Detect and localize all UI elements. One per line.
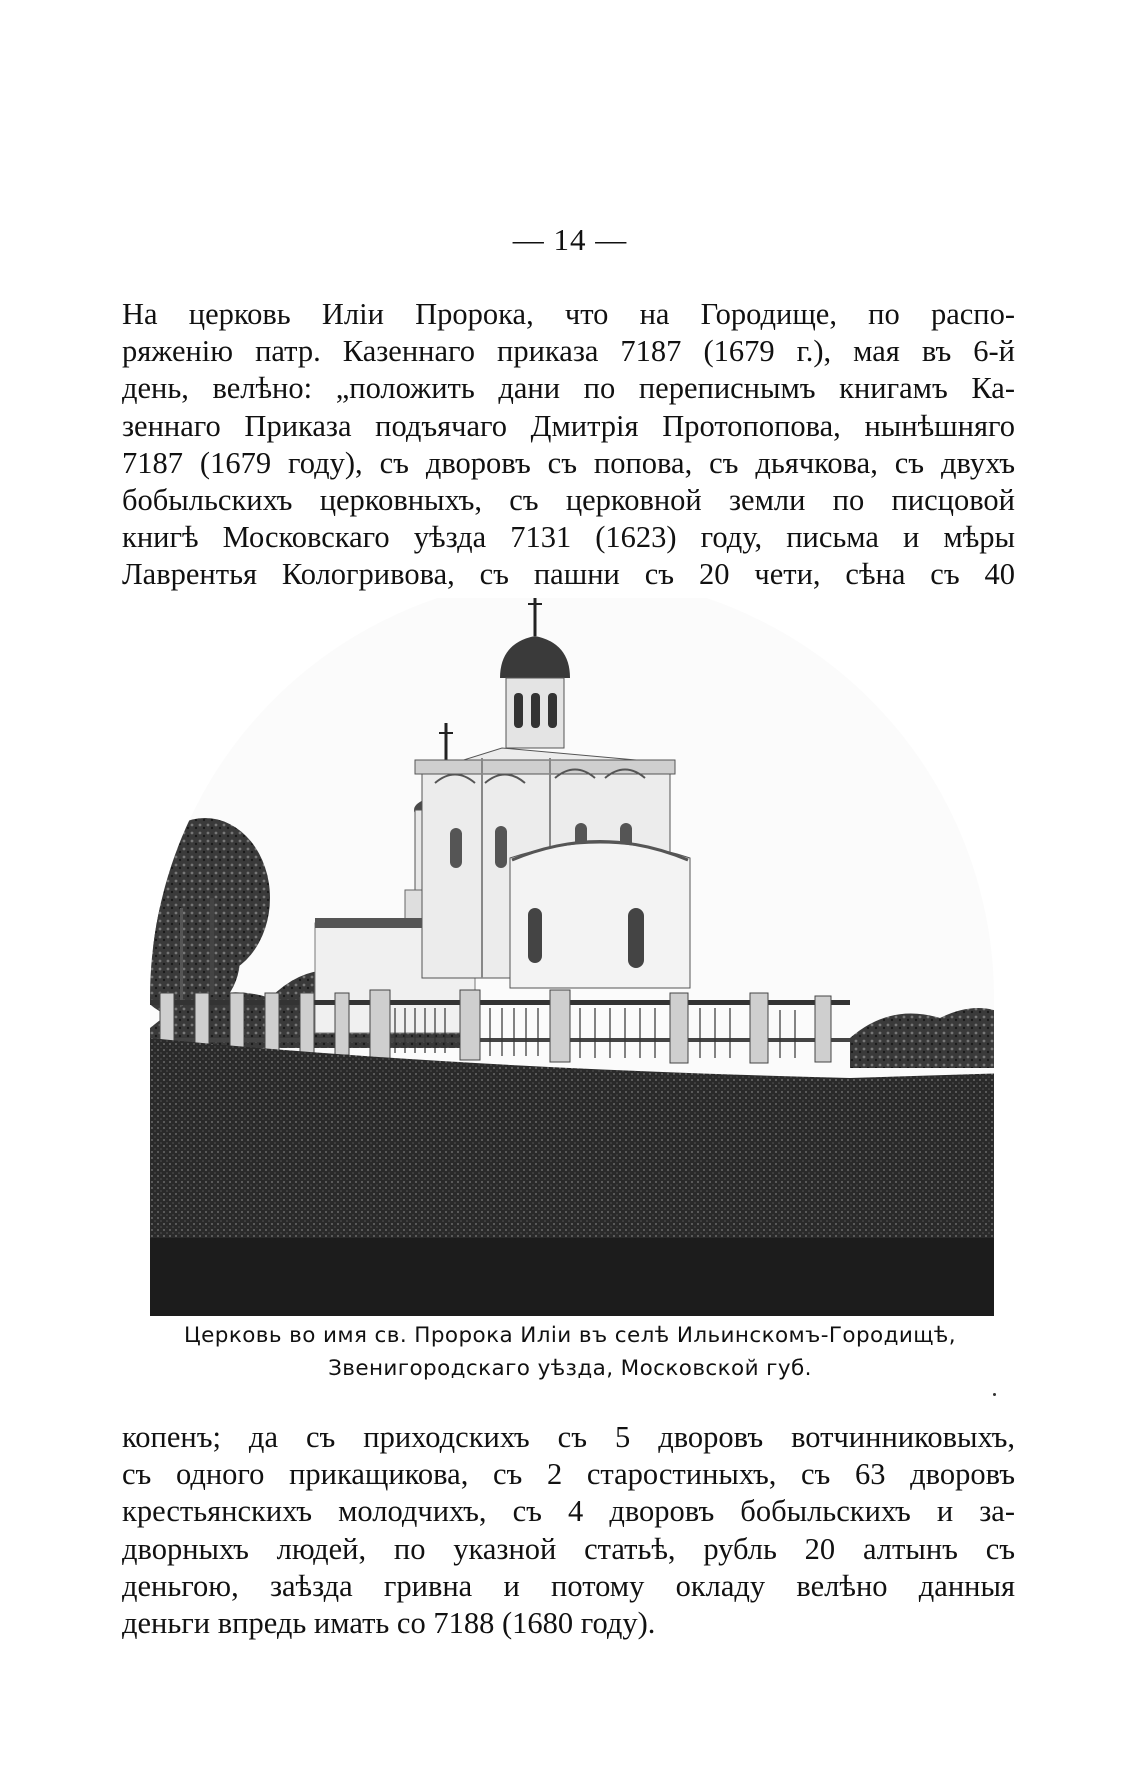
text-line: деньги впредь имать со 7188 (1680 году). [122, 1605, 656, 1640]
caption-line-1: Церковь во имя св. Пророка Иліи въ селѣ Ильинскомъ-Городищѣ, [184, 1323, 956, 1348]
text-line: зеннаго Приказа подъячаго Дмитрія Протопопова, нынѣшняго [122, 408, 1015, 443]
text-line: съ одного прикащикова, съ 2 старостиныхъ, съ 63 дворовъ [122, 1457, 1015, 1492]
text-line: книгѣ Московскаго уѣзда 7131 (1623) году, письма и мѣры [122, 520, 1015, 555]
text-line: 7187 (1679 году), съ дворовъ съ попова, съ дьячкова, съ двухъ [122, 445, 1015, 480]
caption-line-2: Звенигородскаго уѣзда, Московской губ. [328, 1356, 812, 1381]
text-line: дворныхъ людей, по указной статьѣ, рубль 20 алтынъ съ [122, 1531, 1015, 1566]
text-line: копенъ; да съ приходскихъ съ 5 дворовъ вотчинниковыхъ, [122, 1420, 1015, 1454]
text-line: ряженію патр. Казеннаго приказа 7187 (1679 г.), мая въ 6-й [122, 334, 1015, 369]
apse [510, 842, 690, 989]
text-line: день, велѣно: „положить дани по переписнымъ книгамъ Ка- [122, 371, 1015, 406]
paragraph-bottom [122, 1419, 1015, 1642]
text-line: крестьянскихъ молодчихъ, съ 4 дворовъ бобыльскихъ и за- [122, 1494, 1015, 1529]
text-line: бобыльскихъ церковныхъ, съ церковной земли по писцовой [122, 482, 1015, 517]
text-line: На церковь Иліи Пророка, что на Городище, по распо- [122, 297, 1015, 331]
page-number: — 14 — [512, 222, 628, 257]
church-photograph [150, 598, 1012, 1316]
text-line: Лаврентья Кологривова, съ пашни съ 20 чети, сѣна съ 40 [122, 557, 1015, 592]
paragraph-top [122, 296, 1015, 594]
text-line: деньгою, заѣзда гривна и потому окладу велѣно данныя [122, 1568, 1015, 1603]
print-speck [993, 1393, 996, 1396]
